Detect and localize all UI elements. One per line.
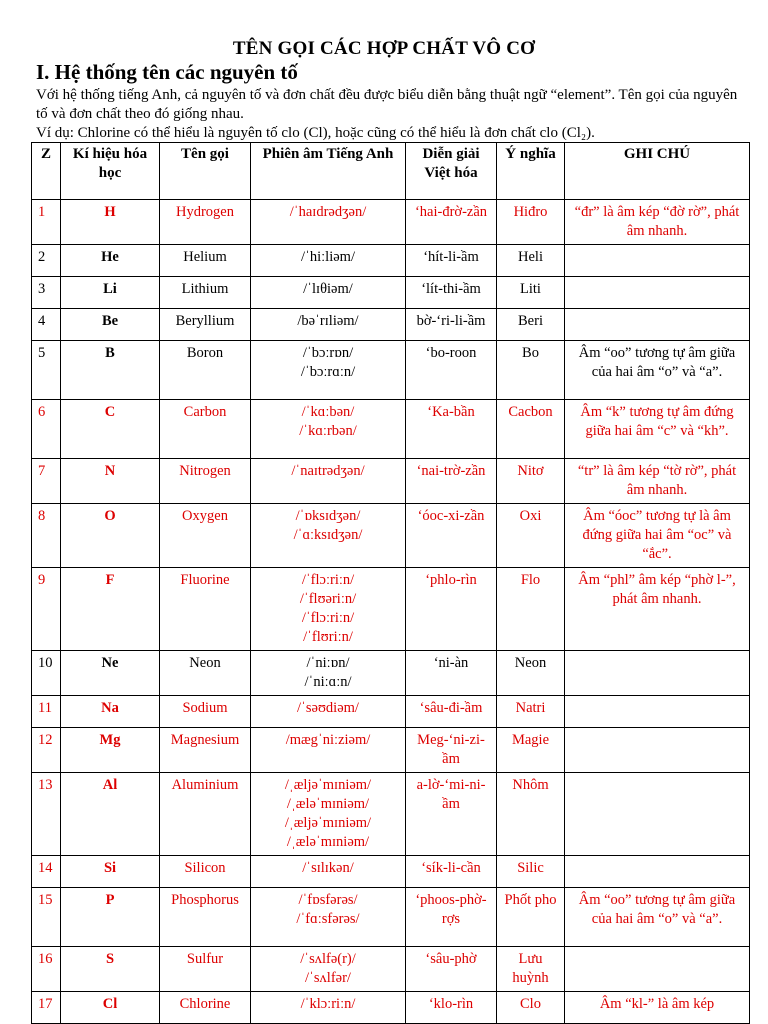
- table-row: [32, 696, 750, 728]
- table-row: [32, 568, 750, 651]
- cell-phonetic: /mægˈniːziəm/: [251, 728, 406, 773]
- cell-z: 6: [32, 400, 61, 459]
- cell-z: 7: [32, 459, 61, 504]
- cell-phonetic: /ˈsɪlɪkən/: [251, 856, 406, 888]
- cell-name: Hydrogen: [160, 200, 251, 245]
- cell-symbol: H: [61, 200, 160, 245]
- cell-symbol: C: [61, 400, 160, 459]
- cell-meaning: Silic: [497, 856, 565, 888]
- intro-example: Ví dụ: Chlorine có thể hiểu là nguyên tố clo (Cl), hoặc cũng có thể hiểu là đơn chất clo (Cl₂).: [36, 125, 595, 141]
- cell-symbol: S: [61, 947, 160, 992]
- cell-phonetic: /ˈflɔːriːn/ /ˈflʊəriːn/ /ˈflɔːriːn/ /ˈflʊriːn/: [251, 568, 406, 651]
- cell-note: “đr” là âm kép “đờ rờ”, phát âm nhanh.: [565, 200, 750, 245]
- cell-name: Fluorine: [160, 568, 251, 651]
- cell-z: 5: [32, 341, 61, 400]
- cell-symbol: He: [61, 245, 160, 277]
- cell-note: [565, 773, 750, 856]
- cell-meaning: Beri: [497, 309, 565, 341]
- header-meaning: Ý nghĩa: [497, 143, 565, 200]
- cell-phonetic: /ˈkɑːbən/ /ˈkɑːrbən/: [251, 400, 406, 459]
- cell-name: Nitrogen: [160, 459, 251, 504]
- cell-z: 16: [32, 947, 61, 992]
- cell-note: [565, 277, 750, 309]
- cell-meaning: Flo: [497, 568, 565, 651]
- cell-note: [565, 245, 750, 277]
- table-row: [32, 200, 750, 245]
- cell-symbol: Si: [61, 856, 160, 888]
- cell-note: Âm “phl” âm kép “phờ l-”, phát âm nhanh.: [565, 568, 750, 651]
- cell-z: 13: [32, 773, 61, 856]
- cell-symbol: B: [61, 341, 160, 400]
- table-row: [32, 504, 750, 568]
- cell-vietnamese: ‘Ka-bần: [406, 400, 497, 459]
- cell-z: 8: [32, 504, 61, 568]
- cell-symbol: Be: [61, 309, 160, 341]
- cell-symbol: P: [61, 888, 160, 947]
- cell-z: 14: [32, 856, 61, 888]
- cell-vietnamese: ‘ni-àn: [406, 651, 497, 696]
- cell-z: 1: [32, 200, 61, 245]
- cell-name: Boron: [160, 341, 251, 400]
- cell-phonetic: /ˈsəʊdiəm/: [251, 696, 406, 728]
- cell-vietnamese: ‘hít-li-ầm: [406, 245, 497, 277]
- cell-vietnamese: ‘óoc-xi-zần: [406, 504, 497, 568]
- cell-meaning: Liti: [497, 277, 565, 309]
- cell-symbol: Ne: [61, 651, 160, 696]
- page-title: TÊN GỌI CÁC HỢP CHẤT VÔ CƠ: [232, 38, 536, 59]
- header-vietnamese: Diễn giải Việt hóa: [406, 143, 497, 200]
- cell-vietnamese: ‘phlo-rìn: [406, 568, 497, 651]
- table-row: [32, 277, 750, 309]
- cell-z: 9: [32, 568, 61, 651]
- table-row: [32, 309, 750, 341]
- cell-name: Magnesium: [160, 728, 251, 773]
- cell-name: Aluminium: [160, 773, 251, 856]
- cell-z: 4: [32, 309, 61, 341]
- section-heading: I. Hệ thống tên các nguyên tố: [36, 60, 298, 84]
- cell-vietnamese: Meg-‘ni-zi-ầm: [406, 728, 497, 773]
- cell-phonetic: /ˈhiːliəm/: [251, 245, 406, 277]
- cell-note: “tr” là âm kép “tờ rờ”, phát âm nhanh.: [565, 459, 750, 504]
- cell-meaning: Cacbon: [497, 400, 565, 459]
- cell-note: Âm “k” tương tự âm đứng giữa hai âm “c” và “kh”.: [565, 400, 750, 459]
- cell-symbol: N: [61, 459, 160, 504]
- cell-meaning: Hiđro: [497, 200, 565, 245]
- cell-name: Lithium: [160, 277, 251, 309]
- table-body: [32, 200, 750, 1024]
- cell-name: Silicon: [160, 856, 251, 888]
- cell-phonetic: /ˈɒksɪdʒən/ /ˈɑːksɪdʒən/: [251, 504, 406, 568]
- cell-meaning: Oxi: [497, 504, 565, 568]
- cell-z: 15: [32, 888, 61, 947]
- cell-note: Âm “kl-” là âm kép: [565, 992, 750, 1024]
- table-row: [32, 992, 750, 1024]
- table-row: [32, 245, 750, 277]
- cell-meaning: Heli: [497, 245, 565, 277]
- table-row: [32, 773, 750, 856]
- cell-symbol: Al: [61, 773, 160, 856]
- cell-z: 11: [32, 696, 61, 728]
- cell-name: Carbon: [160, 400, 251, 459]
- cell-note: Âm “oo” tương tự âm giữa của hai âm “o” và “a”.: [565, 888, 750, 947]
- cell-vietnamese: ‘klo-rìn: [406, 992, 497, 1024]
- table-header-row: [32, 143, 750, 200]
- cell-symbol: Na: [61, 696, 160, 728]
- cell-z: 10: [32, 651, 61, 696]
- cell-meaning: Nitơ: [497, 459, 565, 504]
- header-z: Z: [32, 143, 61, 200]
- table-row: [32, 341, 750, 400]
- cell-phonetic: /ˈbɔːrɒn/ /ˈbɔːrɑːn/: [251, 341, 406, 400]
- cell-symbol: F: [61, 568, 160, 651]
- cell-note: [565, 947, 750, 992]
- intro-text: [36, 86, 748, 143]
- cell-phonetic: /ˈsʌlfə(r)/ /ˈsʌlfər/: [251, 947, 406, 992]
- header-phonetic: Phiên âm Tiếng Anh: [251, 143, 406, 200]
- cell-phonetic: /ˈklɔːriːn/: [251, 992, 406, 1024]
- header-symbol: Kí hiệu hóa học: [61, 143, 160, 200]
- cell-note: [565, 651, 750, 696]
- cell-name: Phosphorus: [160, 888, 251, 947]
- cell-note: Âm “oo” tương tự âm giữa của hai âm “o” và “a”.: [565, 341, 750, 400]
- cell-note: [565, 696, 750, 728]
- cell-z: 2: [32, 245, 61, 277]
- cell-z: 12: [32, 728, 61, 773]
- cell-meaning: Nhôm: [497, 773, 565, 856]
- cell-phonetic: /bəˈrɪliəm/: [251, 309, 406, 341]
- cell-note: [565, 309, 750, 341]
- cell-symbol: Mg: [61, 728, 160, 773]
- cell-vietnamese: a-lờ-‘mi-ni-ầm: [406, 773, 497, 856]
- table-row: [32, 856, 750, 888]
- elements-table: [31, 142, 750, 1024]
- cell-phonetic: /ˈniːɒn/ /ˈniːɑːn/: [251, 651, 406, 696]
- table-row: [32, 459, 750, 504]
- cell-name: Sodium: [160, 696, 251, 728]
- cell-name: Helium: [160, 245, 251, 277]
- cell-meaning: Lưu huỳnh: [497, 947, 565, 992]
- cell-phonetic: /ˈnaɪtrədʒən/: [251, 459, 406, 504]
- cell-symbol: O: [61, 504, 160, 568]
- cell-meaning: Neon: [497, 651, 565, 696]
- cell-vietnamese: ‘lít-thi-ầm: [406, 277, 497, 309]
- cell-vietnamese: ‘hai-đrờ-zần: [406, 200, 497, 245]
- table-row: [32, 888, 750, 947]
- cell-note: [565, 856, 750, 888]
- cell-vietnamese: ‘sâu-đi-ầm: [406, 696, 497, 728]
- cell-meaning: Bo: [497, 341, 565, 400]
- cell-vietnamese: ‘phoos-phờ-rợs: [406, 888, 497, 947]
- cell-vietnamese: ‘sík-li-cần: [406, 856, 497, 888]
- cell-vietnamese: ‘bo-roon: [406, 341, 497, 400]
- cell-symbol: Cl: [61, 992, 160, 1024]
- cell-phonetic: /ˈfɒsfərəs/ /ˈfɑːsfərəs/: [251, 888, 406, 947]
- header-name: Tên gọi: [160, 143, 251, 200]
- cell-meaning: Clo: [497, 992, 565, 1024]
- cell-phonetic: /ˈlɪθiəm/: [251, 277, 406, 309]
- table-row: [32, 947, 750, 992]
- cell-name: Beryllium: [160, 309, 251, 341]
- cell-meaning: Magie: [497, 728, 565, 773]
- cell-note: Âm “óoc” tương tự là âm đứng giữa hai âm “oc” và “ắc”.: [565, 504, 750, 568]
- cell-z: 17: [32, 992, 61, 1024]
- cell-meaning: Natri: [497, 696, 565, 728]
- cell-name: Chlorine: [160, 992, 251, 1024]
- cell-name: Sulfur: [160, 947, 251, 992]
- header-note: GHI CHÚ: [565, 143, 750, 200]
- cell-phonetic: /ˈhaɪdrədʒən/: [251, 200, 406, 245]
- cell-z: 3: [32, 277, 61, 309]
- cell-vietnamese: bờ-‘ri-li-ầm: [406, 309, 497, 341]
- table-row: [32, 400, 750, 459]
- cell-name: Oxygen: [160, 504, 251, 568]
- table-row: [32, 728, 750, 773]
- cell-symbol: Li: [61, 277, 160, 309]
- intro-paragraph: Với hệ thống tiếng Anh, cả nguyên tố và đơn chất đều được biểu diễn bằng thuật ngữ “element”. Tên gọi của nguyên tố và đơn chất theo đó giống nhau.: [36, 87, 738, 122]
- cell-vietnamese: ‘nai-trờ-zần: [406, 459, 497, 504]
- cell-phonetic: /ˌæljəˈmɪniəm/ /ˌæləˈmɪniəm/ /ˌæljəˈmɪniəm/ /ˌæləˈmɪniəm/: [251, 773, 406, 856]
- cell-note: [565, 728, 750, 773]
- table-row: [32, 651, 750, 696]
- cell-name: Neon: [160, 651, 251, 696]
- cell-meaning: Phốt pho: [497, 888, 565, 947]
- cell-vietnamese: ‘sâu-phờ: [406, 947, 497, 992]
